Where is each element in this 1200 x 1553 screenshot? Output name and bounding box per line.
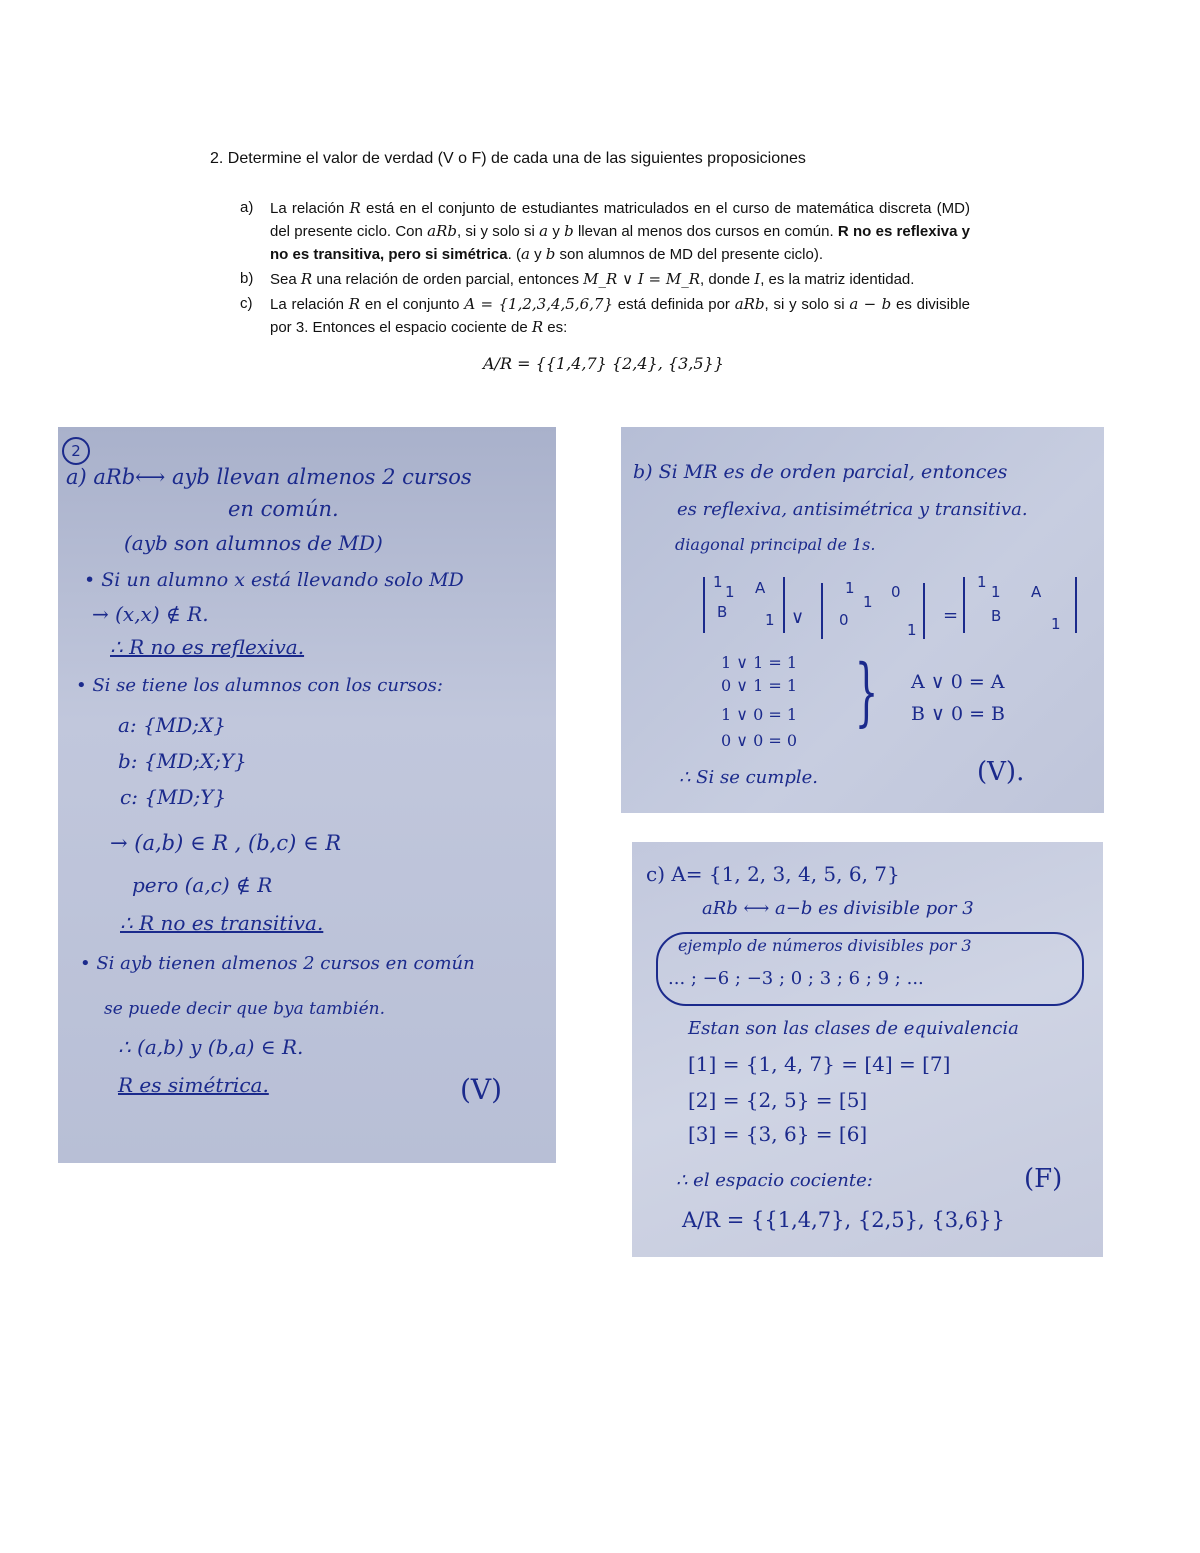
text: llevan al menos dos cursos en común. — [573, 223, 838, 240]
verdict-false: (F) — [1024, 1164, 1063, 1194]
handwritten-line: c: {MD;Y} — [120, 785, 227, 809]
math-var: b — [545, 245, 556, 263]
matrix-result — [963, 573, 1077, 633]
question-item-c — [240, 293, 970, 339]
or-table-row: 1 ∨ 0 = 1 — [721, 705, 797, 724]
matrix-mr — [703, 573, 785, 633]
math-var: aRb — [427, 222, 457, 240]
handwritten-line: ∴ R no es reflexiva. — [110, 635, 305, 659]
math-var: aRb — [734, 295, 765, 313]
handwritten-line: R es simétrica. — [118, 1073, 269, 1097]
text: La relación — [270, 200, 350, 217]
question-item-b — [240, 268, 970, 291]
matrix-entry: 1 — [991, 583, 1001, 601]
handwritten-line: es reflexiva, antisimétrica y transitiva. — [677, 499, 1028, 520]
matrix-entry: 0 — [891, 583, 901, 601]
matrix-entry: A — [1031, 583, 1042, 601]
text: en el conjunto — [360, 296, 465, 313]
item-letter: b) — [240, 270, 254, 287]
text: está en el conjunto de estudiantes matriculados en el curso de matemática discreta (MD) del presente ciclo. Con — [270, 200, 970, 240]
handwritten-line: Estan son las clases de equivalencia — [688, 1018, 1019, 1039]
text: , si y solo si — [456, 223, 540, 240]
matrix-identity — [821, 579, 925, 639]
handwritten-line: → (a,b) ∈ R , (b,c) ∈ R — [110, 831, 341, 855]
matrix-entry: 1 — [977, 573, 987, 591]
photo-answer-b — [621, 427, 1104, 813]
text: y — [529, 246, 546, 263]
math-var: R — [300, 270, 313, 288]
item-letter: a) — [240, 199, 254, 216]
matrix-entry: 1 — [765, 611, 775, 629]
verdict-true: (V). — [977, 757, 1025, 787]
handwritten-line: • Si un alumno x está llevando solo MD — [84, 569, 464, 591]
math-var: R — [349, 199, 361, 217]
handwritten-line: [2] = {2, 5} = [5] — [688, 1088, 868, 1112]
right-brace: } — [854, 649, 879, 735]
text: son alumnos de MD del presente ciclo). — [555, 246, 823, 263]
question-number: 2. — [210, 150, 224, 167]
quotient-formula: A/R = {{1,4,7} {2,4}, {3,5}} — [483, 354, 724, 373]
handwritten-conclusion: ∴ Si se cumple. — [679, 767, 818, 788]
matrix-entry: 1 — [863, 593, 873, 611]
math-var: a — [539, 222, 549, 240]
handwritten-line: (ayb son alumnos de MD) — [124, 531, 383, 555]
handwritten-line: → (x,x) ∉ R. — [92, 602, 209, 626]
math-var: I — [754, 270, 761, 288]
text: es: — [543, 319, 568, 336]
text: y — [548, 223, 565, 240]
handwritten-line: a) aRb⟷ ayb llevan almenos 2 cursos — [66, 465, 472, 489]
question-statement: Determine el valor de verdad (V o F) de cada una de las siguientes proposiciones — [227, 150, 806, 167]
photo-answer-a — [58, 427, 556, 1163]
bold-claim: R no es reflexiva y no es transitiva, pero si simétrica — [270, 223, 971, 263]
text: es divisible por 3. Entonces el espacio cociente de — [270, 296, 970, 336]
handwritten-line: en común. — [228, 497, 339, 521]
math-var: R — [531, 318, 544, 336]
or-table-row: 0 ∨ 1 = 1 — [721, 676, 797, 695]
photo-answer-c — [632, 842, 1103, 1257]
or-rule: B ∨ 0 = B — [911, 703, 1005, 725]
math-formula: M_R ∨ I = M_R — [583, 270, 701, 288]
handwritten-line: ... ; −6 ; −3 ; 0 ; 3 ; 6 ; 9 ; ... — [668, 968, 924, 989]
handwritten-line: [3] = {3, 6} = [6] — [688, 1122, 868, 1146]
question-number-circle: 2 — [62, 437, 90, 465]
or-operator: ∨ — [791, 607, 805, 628]
matrix-entry: B — [991, 607, 1002, 625]
text: , donde — [700, 271, 755, 288]
handwritten-line: ejemplo de números divisibles por 3 — [678, 936, 972, 955]
equals-operator: = — [943, 605, 959, 626]
matrix-entry: 1 — [845, 579, 855, 597]
matrix-entry: 1 — [725, 583, 735, 601]
handwritten-line: ∴ R no es transitiva. — [120, 911, 324, 935]
handwritten-line: ∴ el espacio cociente: — [676, 1170, 873, 1191]
question-items — [240, 197, 970, 341]
matrix-entry: B — [717, 603, 728, 621]
handwritten-line: b) Si MR es de orden parcial, entonces — [633, 461, 1008, 483]
handwritten-line: se puede decir que bya también. — [104, 999, 385, 1019]
math-set: A = {1,2,3,4,5,6,7} — [464, 295, 613, 313]
handwritten-line: • Si ayb tienen almenos 2 cursos en común — [80, 953, 475, 974]
question-item-a — [240, 197, 970, 266]
handwritten-line: [1] = {1, 4, 7} = [4] = [7] — [688, 1052, 951, 1076]
or-rule: A ∨ 0 = A — [911, 671, 1005, 693]
handwritten-line: pero (a,c) ∉ R — [132, 873, 273, 897]
handwritten-line: a: {MD;X} — [118, 713, 226, 737]
handwritten-line: aRb ⟷ a−b es divisible por 3 — [702, 898, 974, 919]
handwritten-line: • Si se tiene los alumnos con los cursos: — [76, 675, 443, 696]
or-table-row: 1 ∨ 1 = 1 — [721, 653, 797, 672]
verdict-true: (V) — [460, 1073, 503, 1106]
matrix-entry: 1 — [907, 621, 917, 639]
item-letter: c) — [240, 295, 253, 312]
matrix-entry: 1 — [1051, 615, 1061, 633]
handwritten-line: b: {MD;X;Y} — [118, 749, 247, 773]
math-var: a — [520, 245, 530, 263]
handwritten-line: A/R = {{1,4,7}, {2,5}, {3,6}} — [682, 1208, 1005, 1232]
question-heading — [210, 150, 806, 168]
or-table-row: 0 ∨ 0 = 0 — [721, 731, 797, 750]
text: . ( — [507, 246, 521, 263]
handwritten-line: diagonal principal de 1s. — [675, 535, 876, 554]
text: La relación — [270, 296, 349, 313]
handwritten-line: c) A= {1, 2, 3, 4, 5, 6, 7} — [646, 862, 900, 886]
text: , es la matriz identidad. — [760, 271, 915, 288]
text: Sea — [270, 271, 301, 288]
math-var: b — [564, 222, 574, 240]
math-var: R — [348, 295, 361, 313]
text: una relación de orden parcial, entonces — [312, 271, 584, 288]
matrix-entry: 0 — [839, 611, 849, 629]
matrix-entry: 1 — [713, 573, 723, 591]
text: está definida por — [612, 296, 735, 313]
text: , si y solo si — [764, 296, 850, 313]
matrix-entry: A — [755, 579, 766, 597]
math-formula: a − b — [849, 295, 892, 313]
handwritten-line: ∴ (a,b) y (b,a) ∈ R. — [118, 1035, 304, 1059]
